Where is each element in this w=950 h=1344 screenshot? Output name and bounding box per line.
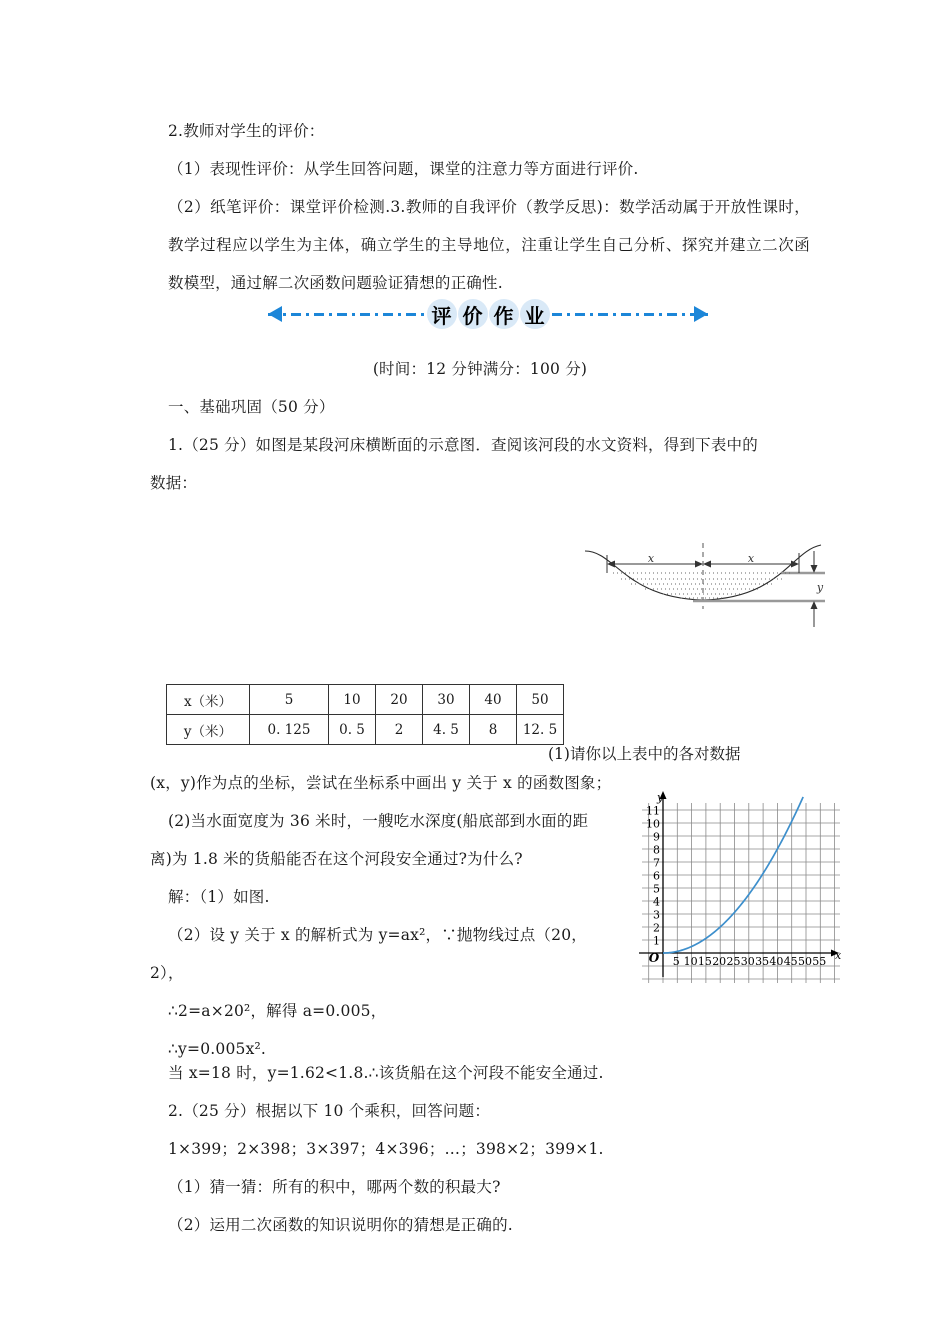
question-1-stem-line2: 数据： xyxy=(150,474,198,492)
table-cell: 8 xyxy=(470,715,517,745)
graph-y-tick: 1 xyxy=(653,934,660,948)
graph-axes xyxy=(639,791,839,977)
label-x-left: x xyxy=(647,552,655,565)
graph-x-tick: 20 xyxy=(712,955,727,968)
table-cell: 50 xyxy=(517,685,564,715)
solution-line-6: 当 x=18 时，y=1.62<1.8.∴该货船在这个河段不能安全通过. xyxy=(168,1064,604,1082)
exam-header-block xyxy=(150,350,810,502)
paragraph-paper-eval: （2）纸笔评价：课堂评价检测.3.教师的自我评价（教学反思)：数学活动属于开放性课时，教学过程应以学生为主体，确立学生的主导地位，注重让学生自己分析、探究并建立二次函数模型，通过解二次函数问题验证猜想的正确性. xyxy=(168,198,810,292)
banner-line-left xyxy=(268,308,425,320)
banner-char: 价 xyxy=(458,299,488,329)
graph-x-tick: 5 xyxy=(672,955,680,968)
question-1-stem-line1: 1.（25 分）如图是某段河床横断面的示意图．查阅该河段的水文资料，得到下表中的 xyxy=(168,436,758,454)
question-2-products: 1×399；2×398；3×397；4×396；…；398×2；399×1. xyxy=(168,1140,604,1158)
label-y-depth: y xyxy=(816,581,824,594)
graph-y-tick: 6 xyxy=(653,869,660,883)
table-cell: 40 xyxy=(470,685,517,715)
table-cell: 0. 125 xyxy=(250,715,329,745)
question-2-stem: 2.（25 分）根据以下 10 个乘积，回答问题： xyxy=(168,1102,491,1120)
graph-x-tick: 10 xyxy=(683,955,698,968)
arrow-left-icon xyxy=(268,306,282,322)
graph-y-tick: 2 xyxy=(653,921,660,935)
graph-x-tick: 15 xyxy=(697,955,712,968)
banner-char: 作 xyxy=(489,299,519,329)
question-1-part1-tail: (1)请你以上表中的各对数据 xyxy=(548,745,741,763)
banner-dash-left xyxy=(268,313,425,316)
question-1-part1-cont: (x，y)作为点的坐标，尝试在坐标系中画出 y 关于 x 的函数图象； xyxy=(150,774,612,792)
question-2-part2: （2）运用二次函数的知识说明你的猜想是正确的. xyxy=(168,1216,513,1234)
question-1-part2-line1: (2)当水面宽度为 36 米时，一艘吃水深度(船底部到水面的距 xyxy=(168,812,589,830)
solution-line-3: 2）， xyxy=(150,964,184,982)
table-cell: 30 xyxy=(423,685,470,715)
table-header-x: x（米） xyxy=(167,685,250,715)
paragraph-teacher-eval: 2.教师对学生的评价： xyxy=(168,122,325,140)
banner-dash-right xyxy=(552,313,709,316)
graph-x-tick: 25 xyxy=(726,955,741,968)
graph-origin-label: O xyxy=(648,951,660,965)
table-cell: 10 xyxy=(329,685,376,715)
graph-x-tick: 35 xyxy=(755,955,770,968)
graph-y-tick: 11 xyxy=(646,804,660,818)
solution-line-5: ∴y=0.005x². xyxy=(168,1040,267,1058)
graph-x-tick-labels xyxy=(673,955,827,968)
river-cross-section-figure xyxy=(585,543,830,648)
table-header-y: y（米） xyxy=(167,715,250,745)
parabola-graph-svg xyxy=(637,787,845,990)
banner-char: 业 xyxy=(520,299,550,329)
table-cell: 20 xyxy=(376,685,423,715)
solution-line-4: ∴2=a×20²，解得 a=0.005， xyxy=(168,1002,387,1020)
graph-x-tick: 55 xyxy=(812,955,827,968)
graph-y-tick: 5 xyxy=(653,882,660,896)
banner-line-right xyxy=(552,308,709,320)
banner-title xyxy=(425,299,552,329)
question-2-block xyxy=(150,1054,810,1244)
graph-y-tick-labels xyxy=(646,805,660,948)
table-row-x xyxy=(167,685,564,715)
graph-y-tick: 10 xyxy=(646,817,660,831)
graph-x-tick: 50 xyxy=(798,955,812,968)
river-diagram-svg xyxy=(585,543,830,648)
arrow-right-icon xyxy=(694,306,708,322)
graph-xlabel: x xyxy=(835,949,842,962)
table-cell: 2 xyxy=(376,715,423,745)
table-cell: 12. 5 xyxy=(517,715,564,745)
question-1-part2-line2: 离)为 1.8 米的货船能否在这个河段安全通过?为什么? xyxy=(150,850,523,868)
solution-line-1: 解：（1）如图. xyxy=(168,888,270,906)
question-2-part1: （1）猜一猜：所有的积中，哪两个数的积最大? xyxy=(168,1178,501,1196)
label-x-right: x xyxy=(747,552,755,565)
dimension-x-left xyxy=(607,555,703,573)
graph-x-tick: 30 xyxy=(740,955,755,968)
graph-y-tick: 4 xyxy=(653,895,660,909)
graph-x-tick: 40 xyxy=(769,955,784,968)
table-cell: 0. 5 xyxy=(329,715,376,745)
text-column xyxy=(150,112,810,302)
graph-y-tick: 3 xyxy=(653,908,660,922)
graph-y-tick: 7 xyxy=(653,856,660,870)
table-row-y xyxy=(167,715,564,745)
hydrology-data-table xyxy=(166,684,564,745)
parabola-graph-figure xyxy=(637,787,845,990)
graph-y-tick: 8 xyxy=(653,843,660,857)
section-banner xyxy=(268,292,708,336)
solution-line-2: （2）设 y 关于 x 的解析式为 y=ax²，∵抛物线过点（20， xyxy=(168,926,587,944)
graph-x-tick: 45 xyxy=(783,955,798,968)
graph-y-tick: 9 xyxy=(653,830,660,844)
table-cell: 5 xyxy=(250,685,329,715)
paragraph-performance-eval: （1）表现性评价：从学生回答问题，课堂的注意力等方面进行评价. xyxy=(168,160,639,178)
graph-ylabel: y xyxy=(657,791,664,804)
banner-char: 评 xyxy=(427,299,457,329)
question-1-parts-block xyxy=(150,764,650,1068)
section-heading: 一、基础巩固（50 分） xyxy=(168,398,335,416)
exam-info: (时间：12 分钟满分：100 分) xyxy=(372,360,588,378)
water-hatch xyxy=(613,573,793,598)
table-cell: 4. 5 xyxy=(423,715,470,745)
